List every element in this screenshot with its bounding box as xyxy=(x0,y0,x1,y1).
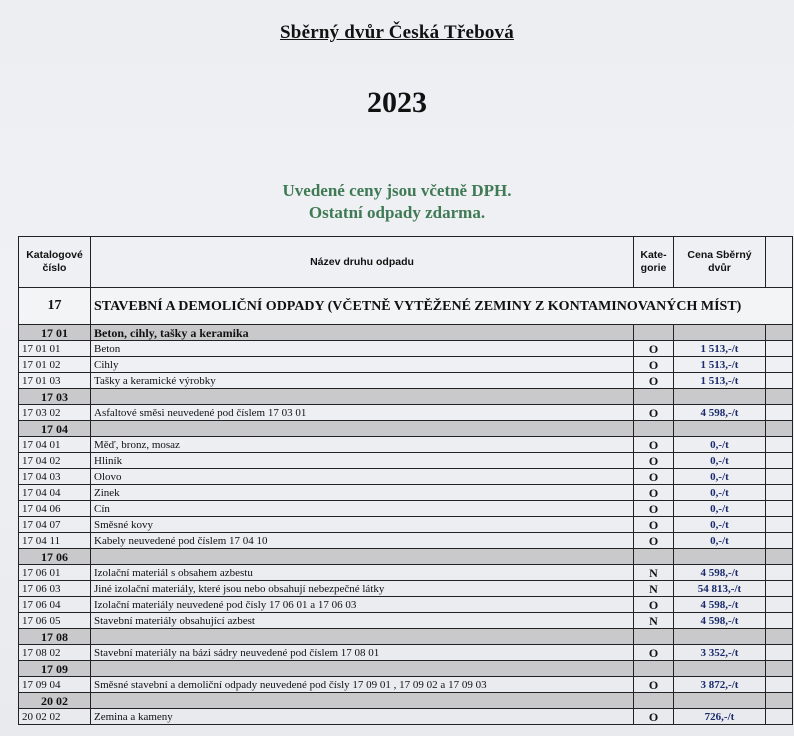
category-cell: N xyxy=(634,581,674,597)
group-row xyxy=(19,421,793,437)
table-row xyxy=(19,469,793,485)
year-heading: 2023 xyxy=(367,86,427,119)
group-row xyxy=(19,549,793,565)
table-row xyxy=(19,453,793,469)
document-title: Sběrný dvůr Česká Třebová xyxy=(280,22,514,43)
price-cell: 726,-/t xyxy=(674,709,766,725)
waste-name-cell: Směsné kovy xyxy=(91,517,634,533)
catalog-code-cell: 17 01 01 xyxy=(19,341,91,357)
category-cell: O xyxy=(634,501,674,517)
header-category: Kate-gorie xyxy=(634,237,674,288)
category-cell xyxy=(634,549,674,565)
category-cell: O xyxy=(634,341,674,357)
table-row xyxy=(19,581,793,597)
category-cell xyxy=(634,325,674,341)
price-cell: 0,-/t xyxy=(674,437,766,453)
price-cell xyxy=(674,693,766,709)
category-cell: O xyxy=(634,517,674,533)
catalog-code-cell: 17 04 03 xyxy=(19,469,91,485)
price-cell: 0,-/t xyxy=(674,469,766,485)
waste-name-cell: Měď, bronz, mosaz xyxy=(91,437,634,453)
empty-cell xyxy=(766,501,793,517)
empty-cell xyxy=(766,469,793,485)
group-row xyxy=(19,629,793,645)
category-cell: N xyxy=(634,613,674,629)
catalog-code-cell: 17 01 03 xyxy=(19,373,91,389)
price-cell: 1 513,-/t xyxy=(674,341,766,357)
price-note-line-1: Uvedené ceny jsou včetně DPH. xyxy=(282,181,512,200)
table-row xyxy=(19,709,793,725)
waste-name-cell xyxy=(91,421,634,437)
catalog-code-cell: 17 04 06 xyxy=(19,501,91,517)
table-row xyxy=(19,565,793,581)
table-row xyxy=(19,485,793,501)
group-row xyxy=(19,661,793,677)
waste-name-cell: Zinek xyxy=(91,485,634,501)
price-cell: 0,-/t xyxy=(674,485,766,501)
empty-cell xyxy=(766,373,793,389)
category-cell xyxy=(634,661,674,677)
empty-cell xyxy=(766,357,793,373)
waste-name-cell: Beton, cihly, tašky a keramika xyxy=(91,325,634,341)
price-note xyxy=(0,180,794,224)
waste-name-cell xyxy=(91,661,634,677)
empty-cell xyxy=(766,581,793,597)
catalog-code-cell: 17 03 xyxy=(19,389,91,405)
category-cell: O xyxy=(634,533,674,549)
waste-name-cell: Stavební materiály na bázi sádry neuvedené pod číslem 17 08 01 xyxy=(91,645,634,661)
price-cell: 1 513,-/t xyxy=(674,357,766,373)
catalog-code-cell: 17 04 01 xyxy=(19,437,91,453)
table-row xyxy=(19,517,793,533)
waste-name-cell: Hliník xyxy=(91,453,634,469)
waste-name-cell xyxy=(91,629,634,645)
catalog-code-cell: 17 06 xyxy=(19,549,91,565)
waste-name-cell: Zemina a kameny xyxy=(91,709,634,725)
category-cell: O xyxy=(634,485,674,501)
header-empty-cell xyxy=(766,237,793,288)
waste-price-table xyxy=(18,236,793,725)
price-cell: 4 598,-/t xyxy=(674,565,766,581)
table-row xyxy=(19,405,793,421)
category-cell xyxy=(634,693,674,709)
category-cell xyxy=(634,389,674,405)
catalog-code-cell: 17 09 04 xyxy=(19,677,91,693)
catalog-code-cell: 17 09 xyxy=(19,661,91,677)
waste-name-cell: Asfaltové směsi neuvedené pod číslem 17 03 01 xyxy=(91,405,634,421)
empty-cell xyxy=(766,693,793,709)
price-cell: 4 598,-/t xyxy=(674,597,766,613)
price-note-line-2: Ostatní odpady zdarma. xyxy=(308,203,486,222)
table-row xyxy=(19,645,793,661)
price-cell: 3 352,-/t xyxy=(674,645,766,661)
waste-name-cell: Jiné izolační materiály, které jsou nebo obsahují nebezpečné látky xyxy=(91,581,634,597)
category-cell: O xyxy=(634,645,674,661)
empty-cell xyxy=(766,517,793,533)
category-cell: O xyxy=(634,405,674,421)
catalog-code-cell: 17 04 xyxy=(19,421,91,437)
price-cell: 0,-/t xyxy=(674,517,766,533)
table-header-row xyxy=(19,237,793,288)
catalog-code-cell: 17 01 xyxy=(19,325,91,341)
section-code: 17 xyxy=(19,288,91,325)
table-row xyxy=(19,533,793,549)
catalog-code-cell: 17 04 02 xyxy=(19,453,91,469)
section-name: STAVEBNÍ A DEMOLIČNÍ ODPADY (VČETNĚ VYTĚŽENÉ ZEMINY Z KONTAMINOVANÝCH MÍST) xyxy=(91,288,793,325)
catalog-code-cell: 17 08 xyxy=(19,629,91,645)
category-cell: O xyxy=(634,453,674,469)
empty-cell xyxy=(766,565,793,581)
empty-cell xyxy=(766,613,793,629)
category-cell: N xyxy=(634,565,674,581)
waste-name-cell: Izolační materiál s obsahem azbestu xyxy=(91,565,634,581)
empty-cell xyxy=(766,533,793,549)
empty-cell xyxy=(766,405,793,421)
waste-name-cell: Olovo xyxy=(91,469,634,485)
price-cell: 0,-/t xyxy=(674,501,766,517)
price-cell: 4 598,-/t xyxy=(674,405,766,421)
price-cell xyxy=(674,325,766,341)
category-cell: O xyxy=(634,373,674,389)
price-cell xyxy=(674,549,766,565)
group-row xyxy=(19,693,793,709)
catalog-code-cell: 17 04 04 xyxy=(19,485,91,501)
table-row xyxy=(19,613,793,629)
price-cell xyxy=(674,389,766,405)
table-row xyxy=(19,677,793,693)
empty-cell xyxy=(766,661,793,677)
catalog-code-cell: 17 06 05 xyxy=(19,613,91,629)
price-cell: 0,-/t xyxy=(674,533,766,549)
empty-cell xyxy=(766,645,793,661)
empty-cell xyxy=(766,709,793,725)
table-row xyxy=(19,373,793,389)
waste-name-cell: Izolační materiály neuvedené pod čísly 17 06 01 a 17 06 03 xyxy=(91,597,634,613)
category-cell: O xyxy=(634,677,674,693)
empty-cell xyxy=(766,677,793,693)
catalog-code-cell: 17 06 01 xyxy=(19,565,91,581)
category-cell: O xyxy=(634,469,674,485)
empty-cell xyxy=(766,325,793,341)
empty-cell xyxy=(766,597,793,613)
price-cell xyxy=(674,661,766,677)
catalog-code-cell: 17 01 02 xyxy=(19,357,91,373)
header-waste-name: Název druhu odpadu xyxy=(91,237,634,288)
category-cell: O xyxy=(634,709,674,725)
price-cell: 54 813,-/t xyxy=(674,581,766,597)
catalog-code-cell: 20 02 02 xyxy=(19,709,91,725)
waste-name-cell xyxy=(91,549,634,565)
price-cell xyxy=(674,629,766,645)
empty-cell xyxy=(766,341,793,357)
waste-name-cell: Tašky a keramické výrobky xyxy=(91,373,634,389)
table-row xyxy=(19,597,793,613)
catalog-code-cell: 17 06 03 xyxy=(19,581,91,597)
waste-name-cell xyxy=(91,693,634,709)
waste-name-cell: Cihly xyxy=(91,357,634,373)
table-row xyxy=(19,357,793,373)
waste-name-cell xyxy=(91,389,634,405)
waste-name-cell: Kabely neuvedené pod číslem 17 04 10 xyxy=(91,533,634,549)
price-cell: 1 513,-/t xyxy=(674,373,766,389)
table-row xyxy=(19,501,793,517)
waste-name-cell: Beton xyxy=(91,341,634,357)
price-cell: 3 872,-/t xyxy=(674,677,766,693)
empty-cell xyxy=(766,549,793,565)
catalog-code-cell: 17 04 07 xyxy=(19,517,91,533)
header-catalog-number: Katalogové číslo xyxy=(19,237,91,288)
empty-cell xyxy=(766,485,793,501)
category-cell: O xyxy=(634,357,674,373)
catalog-code-cell: 17 08 02 xyxy=(19,645,91,661)
price-cell xyxy=(674,421,766,437)
group-row xyxy=(19,325,793,341)
section-row xyxy=(19,288,793,325)
category-cell: O xyxy=(634,437,674,453)
catalog-code-cell: 17 04 11 xyxy=(19,533,91,549)
price-cell: 0,-/t xyxy=(674,453,766,469)
table-row xyxy=(19,341,793,357)
waste-name-cell: Stavební materiály obsahující azbest xyxy=(91,613,634,629)
waste-name-cell: Cín xyxy=(91,501,634,517)
empty-cell xyxy=(766,421,793,437)
category-cell: O xyxy=(634,597,674,613)
empty-cell xyxy=(766,389,793,405)
table-row xyxy=(19,437,793,453)
group-row xyxy=(19,389,793,405)
empty-cell xyxy=(766,437,793,453)
waste-name-cell: Směsné stavební a demoliční odpady neuvedené pod čísly 17 09 01 , 17 09 02 a 17 09 03 xyxy=(91,677,634,693)
category-cell xyxy=(634,629,674,645)
catalog-code-cell: 20 02 xyxy=(19,693,91,709)
header-price: Cena Sběrný dvůr xyxy=(674,237,766,288)
catalog-code-cell: 17 03 02 xyxy=(19,405,91,421)
catalog-code-cell: 17 06 04 xyxy=(19,597,91,613)
price-cell: 4 598,-/t xyxy=(674,613,766,629)
empty-cell xyxy=(766,453,793,469)
category-cell xyxy=(634,421,674,437)
empty-cell xyxy=(766,629,793,645)
